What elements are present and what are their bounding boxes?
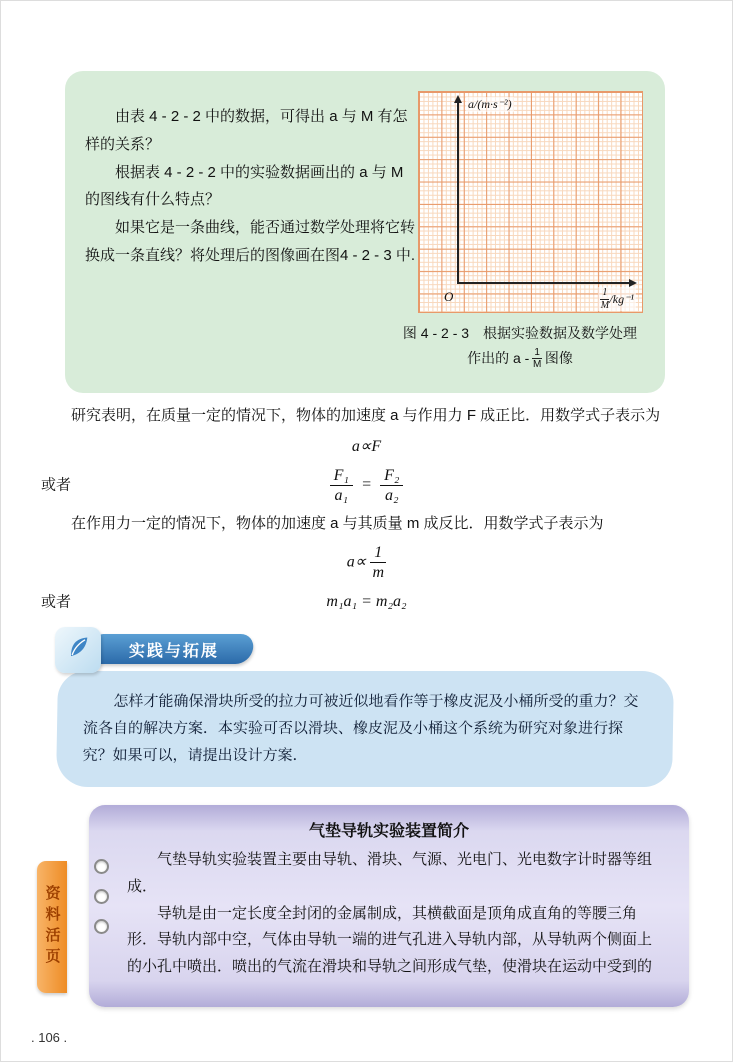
figure-caption-line2: 作出的 a - 1 M 图像: [467, 346, 573, 371]
material-tab-label: 资料活页: [43, 885, 61, 970]
x-axis-fraction: 1 M: [600, 287, 610, 311]
fraction-1-m: $\frac{1}{m}$: [370, 543, 386, 582]
question-paragraph: 如果它是一条曲线，能否通过数学处理将它转换成一条直线？将处理后的图像画在图4 - 2 - 3 中.: [85, 219, 416, 264]
y-axis-label: a/(m·s⁻²): [468, 97, 512, 111]
practice-title-banner: [92, 634, 255, 664]
formula-m1a1-m2a2: m₁a₁ = m₂a₂: [326, 592, 407, 610]
material-paragraph: 气垫导轨实验装置主要由导轨、滑块、气源、光电门、光电数字计时器等组成．: [127, 851, 653, 895]
fraction-F1-a1: $\frac{\text{F₁}}{\text{a₁}}$: [330, 466, 353, 505]
formula-m1a1-m2a2-line: [41, 588, 692, 615]
question-paragraph: 根据表 4 - 2 - 2 中的实验数据画出的 a 与 M 的图线有什么特点？: [85, 163, 404, 209]
leaf-icon: [64, 634, 92, 667]
page-number: . 106 .: [31, 1030, 68, 1045]
material-paragraph: 导轨是由一定长度全封闭的金属制成，其横截面是顶角成直角的等腰三角形．导轨内部中空，气体由导轨一端的进气孔进入导轨内部，从导轨两个侧面上的小孔中喷出．喷出的气流在滑块和导轨之间形成气垫，使滑块在运动中受到的: [127, 904, 653, 975]
material-tab: [37, 861, 67, 993]
graph-paper: [418, 91, 643, 313]
formula-ratio-line: [41, 466, 692, 505]
fraction-F2-a2: $\frac{\text{F₂}}{\text{a₂}}$: [380, 466, 403, 505]
material-title: 气垫导轨实验装置简介: [308, 823, 469, 841]
body-paragraph-1: 研究表明，在质量一定的情况下，物体的加速度 a 与作用力 F 成正比．用数学式子表示为: [71, 407, 661, 424]
origin-label: O: [444, 289, 454, 304]
material-section: [43, 805, 689, 1007]
practice-section: [57, 627, 673, 791]
figure-caption-line1: 图 4 - 2 - 3 根据实验数据及数学处理: [402, 325, 638, 341]
or-label-1: 或者: [41, 476, 72, 494]
formula-a-proportional-1-over-m: a∝ $\frac{1}{m}$: [41, 543, 692, 582]
material-text: [89, 841, 689, 980]
y-axis: [457, 102, 459, 284]
or-label-2: 或者: [41, 592, 72, 610]
question-list: [85, 103, 421, 270]
x-axis-label: [598, 287, 636, 311]
body-paragraph-2: 在作用力一定的情况下，物体的加速度 a 与其质量 m 成反比．用数学式子表示为: [71, 515, 604, 533]
equals-sign: =: [361, 476, 372, 494]
practice-title: 实践与拓展: [128, 642, 219, 660]
figure-caption: [375, 323, 665, 371]
practice-box: [56, 671, 674, 787]
x-axis: [457, 282, 630, 284]
question-paragraph: 由表 4 - 2 - 2 中的数据，可得出 a 与 M 有怎样的关系？: [85, 108, 408, 153]
caption-fraction: 1 M: [532, 346, 542, 371]
activity-box: [65, 71, 665, 393]
x-axis-unit: /kg⁻¹: [609, 291, 634, 306]
body-text: [41, 403, 692, 615]
formula-a-proportional-F: a∝F: [351, 437, 382, 455]
practice-badge: [55, 627, 101, 673]
practice-text: 怎样才能确保滑块所受的拉力可被近似地看作等于橡皮泥及小桶所受的重力？交流各自的解决方案．本实验可否以滑块、橡皮泥及小桶这个系统为研究对象进行探究？如果可以，请提出设计方案．: [82, 693, 639, 765]
